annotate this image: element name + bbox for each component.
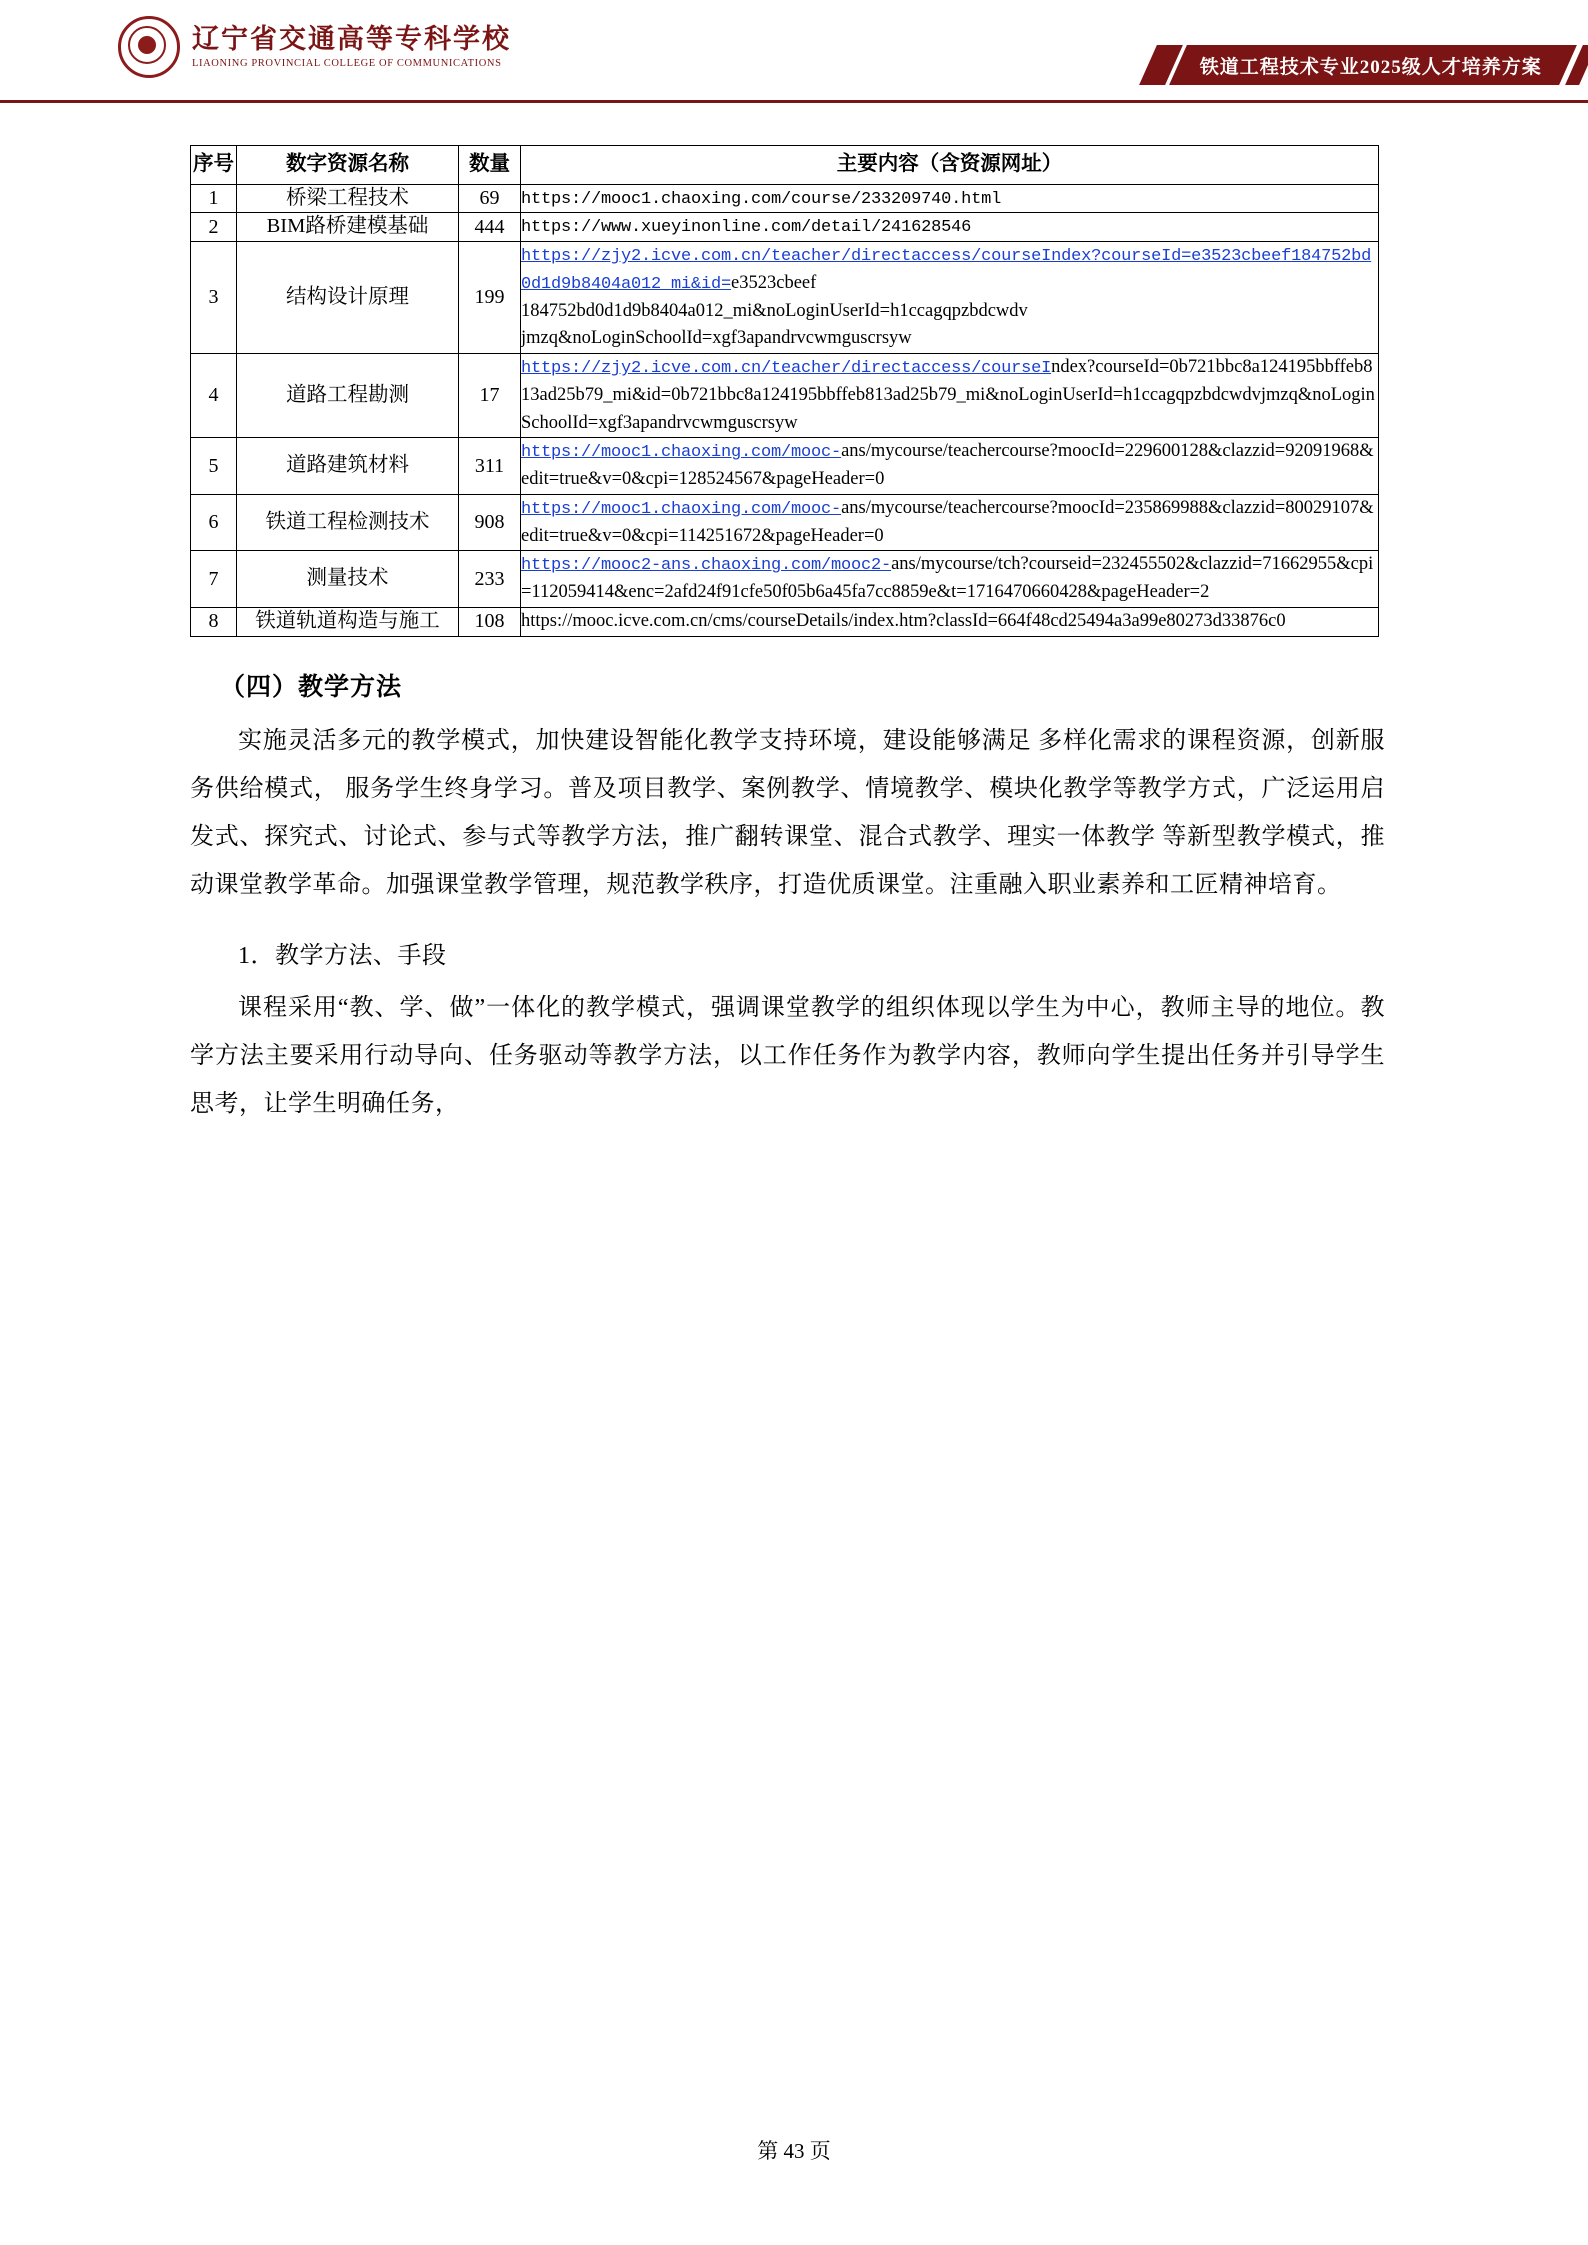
- resource-url-text: https://mooc1.chaoxing.com/course/233209740.html: [521, 189, 1002, 209]
- resource-url-link[interactable]: https://zjy2.icve.com.cn/teacher/directaccess/courseI: [521, 359, 1052, 379]
- cell-resource-name: 铁道轨道构造与施工: [237, 607, 459, 636]
- cell-resource-name: BIM路桥建模基础: [237, 213, 459, 242]
- cell-no: 6: [191, 494, 237, 551]
- cell-resource-name: 道路工程勘测: [237, 354, 459, 438]
- col-header-qty: 数量: [459, 146, 521, 185]
- banner-title: 铁道工程技术专业2025级人才培养方案: [1199, 56, 1542, 78]
- cell-quantity: 69: [459, 184, 521, 213]
- logo-english-name: LIAONING PROVINCIAL COLLEGE OF COMMUNICATIONS: [192, 57, 502, 69]
- resource-url-link[interactable]: https://zjy2.icve.com.cn/teacher/directaccess/courseIndex?courseId=e3523cbeef184752bd0d1d9b8404a012_mi&id=: [521, 247, 1372, 294]
- table-body: [191, 184, 1379, 636]
- cell-main-content: [521, 551, 1379, 608]
- resource-url-link[interactable]: https://mooc2-ans.chaoxing.com/mooc2-: [521, 556, 892, 576]
- table-row: [191, 242, 1379, 354]
- cell-no: 1: [191, 184, 237, 213]
- section-heading-teaching-methods: （四）教学方法: [220, 673, 403, 701]
- cell-main-content: [521, 607, 1379, 636]
- cell-resource-name: 道路建筑材料: [237, 438, 459, 495]
- paragraph-course-approach: 课程采用“教、学、做”一体化的教学模式，强调课堂教学的组织体现以学生为中心，教师主导的地位。教学方法主要采用行动导向、任务驱动等教学方法，以工作任务作为教学内容，教师向学生提出任务并引导学生思考，让学生明确任务，: [190, 994, 1385, 1117]
- cell-no: 5: [191, 438, 237, 495]
- cell-main-content: [521, 494, 1379, 551]
- cell-resource-name: 测量技术: [237, 551, 459, 608]
- paragraph-teaching-mode: 实施灵活多元的教学模式，加快建设智能化教学支持环境，建设能够满足 多样化需求的课程资源，创新服务供给模式， 服务学生终身学习。普及项目教学、案例教学、情境教学、模块化教学等教学方式，广泛运用启发式、探究式、讨论式、参与式等教学方法，推广翻转课堂、混合式教学、理实一体教学 等新型教学模式，推动课堂教学革命。加强课堂教学管理，规范教学秩序，打造优质课堂。注重融入职业素养和工匠精神培育。: [190, 727, 1385, 898]
- col-header-name: 数字资源名称: [237, 146, 459, 185]
- table-row: [191, 213, 1379, 242]
- cell-no: 7: [191, 551, 237, 608]
- cell-quantity: 908: [459, 494, 521, 551]
- table-header-row: [191, 146, 1379, 185]
- page-number: 第 43 页: [757, 2139, 831, 2163]
- cell-main-content: [521, 242, 1379, 354]
- page-header: [0, 0, 1588, 108]
- cell-resource-name: 结构设计原理: [237, 242, 459, 354]
- subheading-methods-means: 1．教学方法、手段: [238, 942, 447, 969]
- table-row: [191, 354, 1379, 438]
- resource-url-text: ans/mycourse/tch?courseid=232455502&clazzid=71662955&cpi=112059414&enc=2afd24f91cfe50f05b6a45fa7cc8859e&t=1716470660428&pageHeader=2: [521, 554, 1374, 603]
- resource-url-text: ndex?courseId=0b721bbc8a124195bbffeb813ad25b79_mi&id=0b721bbc8a124195bbffeb813ad25b79_mi&noLoginUserId=h1ccagqpzbdcwdvjmzq&noLoginSchoolId=xgf3apandrvcwmguscrsyw: [521, 357, 1375, 433]
- cell-quantity: 311: [459, 438, 521, 495]
- resource-url-text: jmzq&noLoginSchoolId=xgf3apandrvcwmguscrsyw: [521, 328, 912, 349]
- cell-main-content: [521, 438, 1379, 495]
- col-header-no: 序号: [191, 146, 237, 185]
- table-row: [191, 438, 1379, 495]
- resource-url-text: ans/mycourse/teachercourse?moocId=235869988&clazzid=80029107&edit=true&v=0&cpi=114251672&pageHeader=0: [521, 497, 1374, 546]
- resource-url-text: 184752bd0d1d9b8404a012_mi&noLoginUserId=h1ccagqpzbdcwdv: [521, 300, 1028, 321]
- resource-url-text: ans/mycourse/teachercourse?moocId=229600128&clazzid=92091968&edit=true&v=0&cpi=128524567&pageHeader=0: [521, 441, 1374, 490]
- cell-resource-name: 桥梁工程技术: [237, 184, 459, 213]
- resource-url-link[interactable]: https://mooc1.chaoxing.com/mooc-: [521, 499, 842, 519]
- col-header-main: 主要内容（含资源网址）: [521, 146, 1379, 185]
- cell-quantity: 199: [459, 242, 521, 354]
- table-row: [191, 607, 1379, 636]
- cell-no: 3: [191, 242, 237, 354]
- cell-quantity: 17: [459, 354, 521, 438]
- seal-icon: [118, 16, 180, 78]
- table-row: [191, 184, 1379, 213]
- cell-no: 8: [191, 607, 237, 636]
- banner-main: [1169, 45, 1577, 85]
- cell-main-content: [521, 213, 1379, 242]
- digital-resources-table: [190, 145, 1379, 637]
- resource-url-text: https://www.xueyinonline.com/detail/241628546: [521, 218, 972, 238]
- cell-main-content: [521, 184, 1379, 213]
- resource-url-text: https://mooc.icve.com.cn/cms/courseDetails/index.htm?classId=664f48cd25494a3a99e80273d33876c0: [521, 610, 1286, 631]
- cell-quantity: 233: [459, 551, 521, 608]
- college-logo: [118, 16, 511, 78]
- table-row: [191, 551, 1379, 608]
- cell-quantity: 444: [459, 213, 521, 242]
- cell-quantity: 108: [459, 607, 521, 636]
- page-content: [190, 145, 1385, 1134]
- cell-no: 2: [191, 213, 237, 242]
- logo-chinese-name: 辽宁省交通高等专科学校: [192, 23, 511, 54]
- resource-url-text: e3523cbeef: [731, 272, 817, 293]
- cell-resource-name: 铁道工程检测技术: [237, 494, 459, 551]
- table-row: [191, 494, 1379, 551]
- logo-text-block: [192, 25, 511, 69]
- header-divider: [0, 100, 1588, 103]
- resource-url-link[interactable]: https://mooc1.chaoxing.com/mooc-: [521, 443, 842, 463]
- cell-no: 4: [191, 354, 237, 438]
- cell-main-content: [521, 354, 1379, 438]
- header-banner: [1148, 45, 1588, 85]
